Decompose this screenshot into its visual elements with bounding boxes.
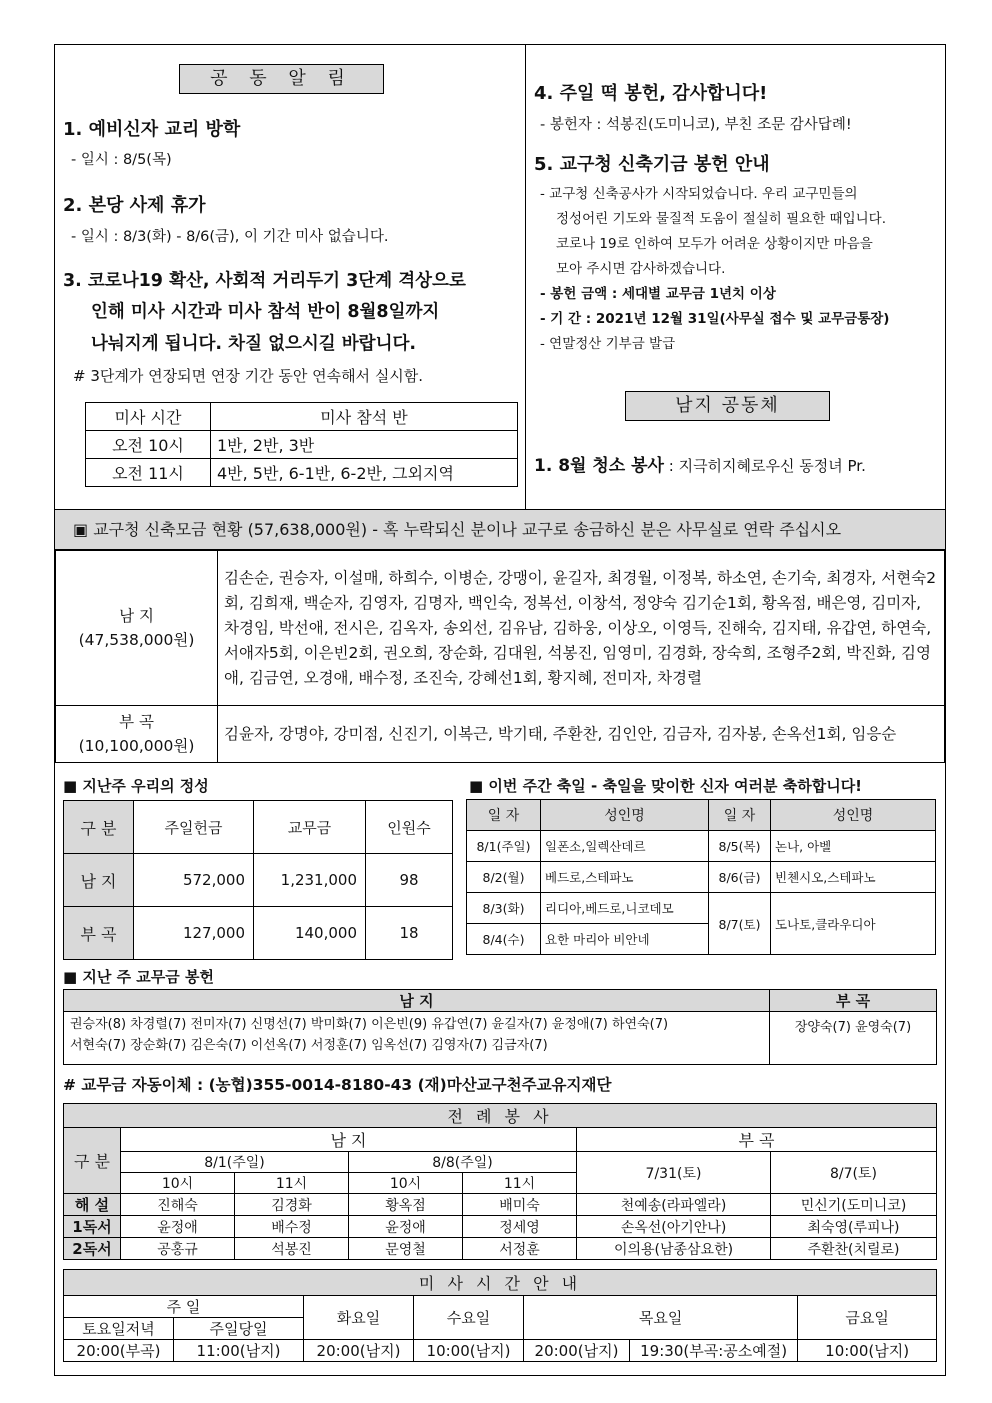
table-cell: 8/2(월) xyxy=(467,862,541,893)
table-cell: 배미숙 xyxy=(463,1194,577,1216)
table-cell: 윤정애 xyxy=(121,1216,235,1238)
notice-item5-l1: - 교구청 신축공사가 시작되었습니다. 우리 교구민들의 xyxy=(540,186,858,202)
service-date-2: 8/8(주일) xyxy=(349,1152,577,1173)
mass-class-table xyxy=(85,402,518,487)
table-cell: 10:00(남지) xyxy=(798,1340,937,1362)
table-cell: 140,000 xyxy=(254,907,366,960)
gyomu-label: ■ 지난 주 교무금 봉헌 xyxy=(63,968,214,986)
service-time: 11시 xyxy=(463,1173,577,1194)
gyomu-namji xyxy=(64,1012,770,1065)
table-row xyxy=(64,1194,937,1216)
masstime-sunday: 주 일 xyxy=(64,1296,304,1318)
table-row xyxy=(64,1216,937,1238)
table-header: 인원수 xyxy=(366,801,453,854)
table-cell: 빈첸시오,스테파노 xyxy=(771,862,936,893)
table-cell: 논나, 아벨 xyxy=(771,831,936,862)
masstime-fri: 금요일 xyxy=(798,1296,937,1340)
table-row xyxy=(467,893,936,924)
table-cell: 오전 10시 xyxy=(86,431,211,459)
community-item1 xyxy=(534,451,866,476)
fund-namji-label xyxy=(56,551,218,706)
notice-item5-l5: - 봉헌 금액 : 세대별 교무금 1년치 이상 xyxy=(540,286,776,302)
table-cell: 8/3(화) xyxy=(467,893,541,924)
table-cell: 부 곡 xyxy=(64,907,134,960)
fund-status-bar: ▣ 교구청 신축모금 현황 (57,638,000원) - 혹 누락되신 분이나 교구로 송금하신 분은 사무실로 연락 주십시오 xyxy=(55,510,945,550)
table-cell: 98 xyxy=(366,854,453,907)
notice-column xyxy=(55,45,526,510)
table-cell: 남 지 xyxy=(64,854,134,907)
table-header: 일 자 xyxy=(709,800,771,831)
masstime-wed: 수요일 xyxy=(414,1296,524,1340)
table-cell: 베드로,스테파노 xyxy=(541,862,709,893)
table-cell: 127,000 xyxy=(134,907,254,960)
service-date-4: 8/7(토) xyxy=(771,1152,937,1194)
table-cell: 8/7(토) xyxy=(709,893,771,955)
masstime-title: 미 사 시 간 안 내 xyxy=(64,1270,937,1296)
offering-table xyxy=(63,800,453,960)
gyomu-namji-line1: 권승자(8) 차경렬(7) 전미자(7) 신명선(7) 박미화(7) 이은빈(9) 유갑연(7) 윤길자(7) 윤정애(7) 하연숙(7) xyxy=(70,1017,669,1032)
fund-bugok-names: 김윤자, 강명야, 강미점, 신진기, 이복근, 박기태, 주환찬, 김인안, 김금자, 김자봉, 손옥선1회, 임응순 xyxy=(218,706,945,763)
table-cell: 4반, 5반, 6-1반, 6-2반, 그외지역 xyxy=(211,459,518,487)
table-header: 일 자 xyxy=(467,800,541,831)
table-row xyxy=(86,403,518,431)
table-row xyxy=(467,862,936,893)
service-date-3: 7/31(토) xyxy=(577,1152,771,1194)
table-header: 미사 참석 반 xyxy=(211,403,518,431)
table-cell: 20:00(부곡) xyxy=(64,1340,174,1362)
table-header: 구 분 xyxy=(64,801,134,854)
table-row xyxy=(64,1012,937,1065)
table-row xyxy=(64,1270,937,1296)
table-cell: 주환찬(치릴로) xyxy=(771,1238,937,1260)
bulletin-page xyxy=(54,44,946,1376)
table-row xyxy=(64,990,937,1012)
fund-bugok-label xyxy=(56,706,218,763)
notice-item5-l6: - 기 간 : 2021년 12월 31일(사무실 접수 및 교무금통장) xyxy=(540,311,890,327)
table-cell: 8/6(금) xyxy=(709,862,771,893)
table-cell: 11:00(남지) xyxy=(174,1340,304,1362)
gyomu-table xyxy=(63,989,937,1065)
table-cell: 18 xyxy=(366,907,453,960)
fund-table xyxy=(55,550,945,763)
table-cell: 이의용(남종삼요한) xyxy=(577,1238,771,1260)
notice-item4-line: - 봉헌자 : 석봉진(도미니코), 부친 조문 감사답례! xyxy=(540,117,852,133)
table-cell: 리디아,베드로,니코데모 xyxy=(541,893,709,924)
table-header: 미사 시간 xyxy=(86,403,211,431)
table-cell: 민신기(도미니코) xyxy=(771,1194,937,1216)
service-time: 11시 xyxy=(235,1173,349,1194)
table-cell: 김경화 xyxy=(235,1194,349,1216)
feast-table xyxy=(466,799,936,955)
service-title: 전 례 봉 사 xyxy=(64,1104,937,1128)
table-row xyxy=(64,1296,937,1318)
fund-namji-names: 김손순, 권승자, 이설매, 하희수, 이병순, 강맹이, 윤길자, 최경월, 이정복, 하소연, 손기숙, 최경자, 서현숙2회, 김희재, 백순자, 김영자, 김명자, 백인숙, 정복선, 이창석, 정양숙 김기순1회, 황옥점, 배은영, 김미자, 차경임, 박선애, 전시은, 김옥자, 송외선, 김유남, 김하웅, 이상오, 이영득, 진해숙, 김지태, 유갑연, 하연숙, 서애자5회, 이은빈2회, 권오희, 장순화, 김대원, 석봉진, 임영미, 김경화, 장숙희, 조형주2회, 박진화, 김영애, 김금연, 오경애, 배수정, 조진숙, 강혜선1회, 황지혜, 전미자, 차경렬 xyxy=(218,551,945,706)
table-row xyxy=(86,459,518,487)
table-cell: 석봉진 xyxy=(235,1238,349,1260)
table-cell: 손옥선(아기안나) xyxy=(577,1216,771,1238)
gyomu-bugok: 장양숙(7) 윤영숙(7) xyxy=(770,1012,937,1065)
table-cell: 공홍규 xyxy=(121,1238,235,1260)
table-header: 성인명 xyxy=(771,800,936,831)
community-item1-text: : 지극히지혜로우신 동정녀 Pr. xyxy=(663,457,866,475)
notice-item5-l3: 코로나 19로 인하여 모두가 어려운 상황이지만 마음을 xyxy=(556,236,873,252)
masstime-sat: 토요일저녁 xyxy=(64,1318,174,1340)
table-row xyxy=(64,1238,937,1260)
table-cell: 20:00(남지) xyxy=(304,1340,414,1362)
table-row xyxy=(467,831,936,862)
gyomu-namji-line2: 서현숙(7) 장순화(7) 김은숙(7) 이선옥(7) 서정훈(7) 임옥선(7) 김영자(7) 김금자(7) xyxy=(70,1038,548,1053)
table-row xyxy=(86,431,518,459)
table-cell: 572,000 xyxy=(134,854,254,907)
notice-item4-title: 4. 주일 떡 봉헌, 감사합니다! xyxy=(534,83,768,104)
bugok-label: 부 곡 xyxy=(119,713,154,731)
table-row xyxy=(64,1152,937,1173)
table-cell: 1,231,000 xyxy=(254,854,366,907)
table-row xyxy=(467,800,936,831)
table-cell: 문영철 xyxy=(349,1238,463,1260)
notice-item2-title: 2. 본당 사제 휴가 xyxy=(63,195,206,216)
mass-time-table xyxy=(63,1269,937,1362)
namji-label: 남 지 xyxy=(119,607,154,625)
bugok-amount: (10,100,000원) xyxy=(78,737,195,755)
table-row xyxy=(56,706,945,763)
top-section xyxy=(55,45,945,510)
table-cell: 황옥점 xyxy=(349,1194,463,1216)
feast-label: ■ 이번 주간 축일 - 축일을 맞이한 신자 여러분 축하합니다! xyxy=(469,777,863,795)
table-row xyxy=(64,907,453,960)
table-row xyxy=(64,854,453,907)
notice-item2-line: - 일시 : 8/3(화) - 8/6(금), 이 기간 미사 없습니다. xyxy=(71,229,389,245)
table-row xyxy=(64,1340,937,1362)
service-time: 10시 xyxy=(121,1173,235,1194)
table-cell: 정세영 xyxy=(463,1216,577,1238)
table-cell: 10:00(남지) xyxy=(414,1340,524,1362)
notice-right-column xyxy=(526,45,945,510)
notice-item3-line1: 3. 코로나19 확산, 사회적 거리두기 3단계 격상으로 xyxy=(63,271,466,291)
table-cell: 19:30(부곡:공소예절) xyxy=(630,1340,798,1362)
service-time: 10시 xyxy=(349,1173,463,1194)
notice-item5-l2: 정성어린 기도와 물질적 도움이 절실히 필요한 때입니다. xyxy=(556,211,886,227)
namji-amount: (47,538,000원) xyxy=(78,631,195,649)
table-header: 교무금 xyxy=(254,801,366,854)
table-cell: 일폰소,일렉산데르 xyxy=(541,831,709,862)
table-cell: 진해숙 xyxy=(121,1194,235,1216)
table-cell: 2독서 xyxy=(64,1238,121,1260)
community-title: 남지 공동체 xyxy=(625,391,830,421)
table-cell: 최숙영(루피나) xyxy=(771,1216,937,1238)
notice-item1-title: 1. 예비신자 교리 방학 xyxy=(63,119,241,140)
service-bugok: 부 곡 xyxy=(577,1128,937,1152)
table-cell: 배수정 xyxy=(235,1216,349,1238)
table-cell: 8/5(목) xyxy=(709,831,771,862)
service-namji: 남 지 xyxy=(121,1128,577,1152)
table-header: 주일헌금 xyxy=(134,801,254,854)
table-header: 성인명 xyxy=(541,800,709,831)
table-cell: 도나토,클라우디아 xyxy=(771,893,936,955)
masstime-tue: 화요일 xyxy=(304,1296,414,1340)
notice-item1-line: - 일시 : 8/5(목) xyxy=(71,152,172,168)
table-cell: 오전 11시 xyxy=(86,459,211,487)
notice-title: 공 동 알 림 xyxy=(179,64,384,94)
table-row xyxy=(64,801,453,854)
table-row xyxy=(64,1104,937,1128)
table-header: 부 곡 xyxy=(770,990,937,1012)
table-cell: 해 설 xyxy=(64,1194,121,1216)
notice-item5-title: 5. 교구청 신축기금 봉헌 안내 xyxy=(534,154,770,175)
notice-item3-line3: 나눠지게 됩니다. 차질 없으시길 바랍니다. xyxy=(91,334,417,354)
table-cell: 20:00(남지) xyxy=(524,1340,630,1362)
service-gubun: 구 분 xyxy=(64,1128,121,1194)
masstime-thu: 목요일 xyxy=(524,1296,798,1340)
offering-label: ■ 지난주 우리의 정성 xyxy=(63,777,209,795)
table-cell: 1반, 2반, 3반 xyxy=(211,431,518,459)
table-header: 남 지 xyxy=(64,990,770,1012)
table-cell: 서정훈 xyxy=(463,1238,577,1260)
masstime-sun: 주일당일 xyxy=(174,1318,304,1340)
notice-item3-line2: 인해 미사 시간과 미사 참석 반이 8월8일까지 xyxy=(91,302,440,322)
table-row xyxy=(56,551,945,706)
notice-item5-l4: 모아 주시면 감사하겠습니다. xyxy=(556,261,726,277)
table-cell: 1독서 xyxy=(64,1216,121,1238)
table-cell: 천예송(라파엘라) xyxy=(577,1194,771,1216)
liturgy-service-table xyxy=(63,1103,937,1260)
table-row xyxy=(64,1128,937,1152)
table-cell: 8/1(주일) xyxy=(467,831,541,862)
table-cell: 요한 마리아 비안네 xyxy=(541,924,709,955)
notice-item3-note: # 3단계가 연장되면 연장 기간 동안 연속해서 실시함. xyxy=(73,367,424,385)
service-date-1: 8/1(주일) xyxy=(121,1152,349,1173)
community-item1-title: 1. 8월 청소 봉사 xyxy=(534,456,664,476)
notice-item5-l7: - 연말정산 기부금 발급 xyxy=(540,336,676,352)
table-cell: 윤정애 xyxy=(349,1216,463,1238)
table-cell: 8/4(수) xyxy=(467,924,541,955)
gyomu-account: # 교무금 자동이체 : (농협)355-0014-8180-43 (재)마산교구천주교유지재단 xyxy=(63,1076,612,1094)
